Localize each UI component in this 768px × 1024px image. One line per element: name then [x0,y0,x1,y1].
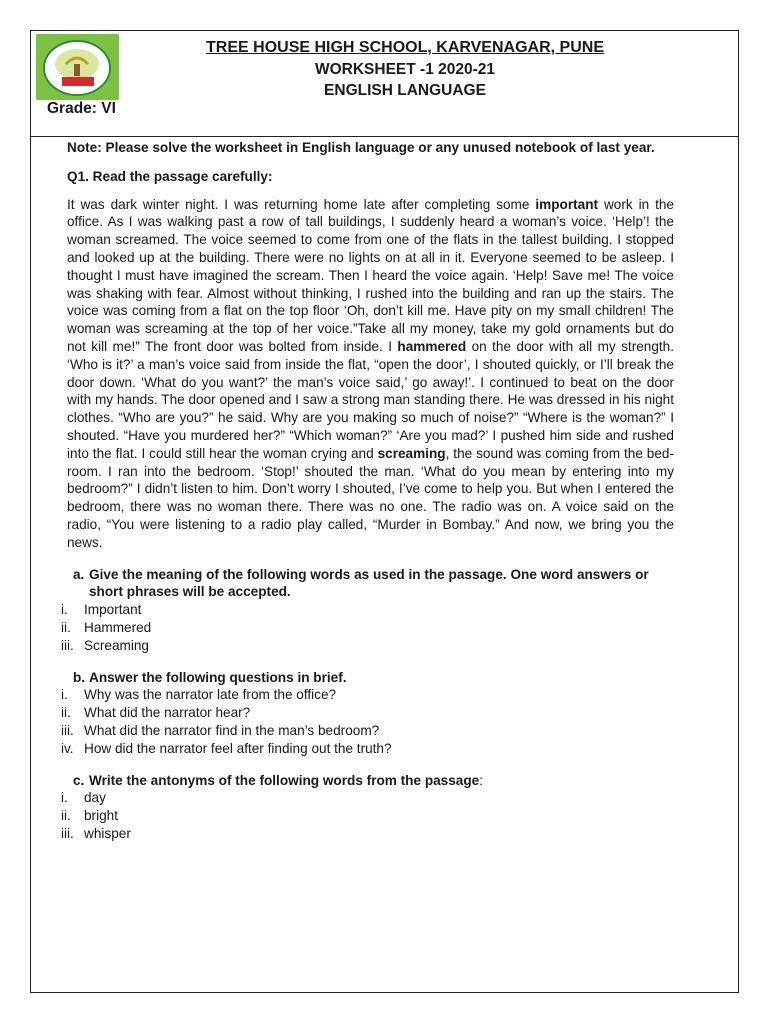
passage-text: on the door with all my strength. ‘Who is it?’ a man’s voice said from inside the flat, “open the door’, I shouted quickly, or I’ll break the door down. ‘What do you want?’ the man’s voice said,’ go away!’. I continued to beat on the door with my hands. The door opened and I saw a strong man standing there. He was dressed in his night clothes. “Who are you?” he said. Why are you making so much of noise?” “Where is the woman?” I shouted. “Have you murdered her?” “Which woman?” ‘Are you mad?’ I pushed him side and rushed into the flat. I could still hear the woman crying and [67,338,675,461]
item-text: What did the narrator find in the man’s bedroom? [84,722,380,738]
section-c-list [61,789,674,842]
section-a-list [61,601,674,654]
item-text: What did the narrator hear? [84,705,251,721]
section-heading-text: Answer the following questions in brief. [89,669,347,685]
item-text: How did the narrator feel after finding out the truth? [84,740,392,756]
item-number: ii. [61,705,71,721]
tree-house-school-logo-icon [36,34,119,100]
list-item [61,825,674,843]
reading-passage [67,196,674,552]
section-b [61,669,674,758]
list-item [61,807,674,825]
heading-colon: : [479,772,484,788]
passage-text: , the sound was coming from the bed-room. I ran into the bedroom. ‘Stop!’ shouted the man. ‘What do you mean by entering into my bedroom?” I didn’t listen to him. Don’t worry I shouted, I’ve come to help you. But when I entered the bedroom, there was no woman there. There was no one. The radio was on. A voice said on the radio, “You were listening to a radio play called, “Murder in Bombay.” And now, we bring you the news. [67,445,675,550]
section-c [61,772,674,843]
item-number: iii. [61,637,74,653]
section-heading-text: Give the meaning of the following words as used in the passage. One word answers or short phrases will be accepted. [89,566,649,600]
passage-text: It was dark winter night. I was returning home late after completing some [67,196,536,212]
item-text: Screaming [84,637,149,653]
list-item [61,686,674,704]
section-letter: b. [73,669,86,685]
list-item [61,619,674,637]
subject-title: ENGLISH LANGUAGE [324,82,486,99]
section-a [61,566,674,655]
item-number: iv. [61,740,74,756]
item-number: ii. [61,619,71,635]
item-text: bright [84,808,119,824]
section-letter: a. [73,566,85,582]
section-b-heading [67,669,674,687]
item-number: i. [61,687,68,703]
section-a-heading [67,566,674,602]
header-divider [30,136,739,137]
question-1-heading: Q1. Read the passage carefully: [67,168,273,184]
passage-bold-word: screaming [377,445,446,461]
item-number: iii. [61,722,74,738]
list-item [61,704,674,722]
worksheet-title: WORKSHEET -1 2020-21 [314,61,496,78]
item-number: ii. [61,808,71,824]
list-item [61,637,674,655]
item-number: iii. [61,825,74,841]
passage-bold-word: hammered [397,338,467,354]
worksheet-content [61,139,675,843]
list-item [61,601,674,619]
list-item [61,740,674,758]
passage-bold-word: important [535,196,599,212]
item-number: i. [61,602,68,618]
section-c-heading [67,772,674,790]
list-item [61,789,674,807]
school-name: TREE HOUSE HIGH SCHOOL, KARVENAGAR, PUNE [206,39,604,56]
item-number: i. [61,790,68,806]
section-letter: c. [73,772,85,788]
passage-text: work in the office. As I was walking past a row of tall buildings, I suddenly heard a woman’s voice. ‘Help’! the woman screamed. The voice seemed to come from one of the flats in the tallest building. I stopped and looked up at the building. There were no lights on at all in it. Everyone seemed to be asleep. I thought I must have imagined the scream. Then I heard the voice again. ‘Help! Save me! The voice was shaking with fear. Almost without thinking, I rushed into the building and ran up the stairs. The voice was coming from a flat on the top floor ‘Oh, don’t kill me. Have pity on my small children! The woman was screaming at the top of her voice.”Take all my money, take my gold ornaments but do not kill me!” The front door was bolted from inside. I [67,196,674,354]
note-text: Note: Please solve the worksheet in English language or any unused notebook of last year. [67,140,655,155]
item-text: day [84,790,106,806]
item-text: whisper [84,825,131,841]
grade-label: Grade: VI [47,100,116,117]
item-text: Why was the narrator late from the office? [84,687,337,703]
section-heading-text: Write the antonyms of the following words from the passage [89,772,480,788]
section-b-list [61,686,674,757]
item-text: Hammered [84,619,152,635]
item-text: Important [84,602,142,618]
list-item [61,722,674,740]
